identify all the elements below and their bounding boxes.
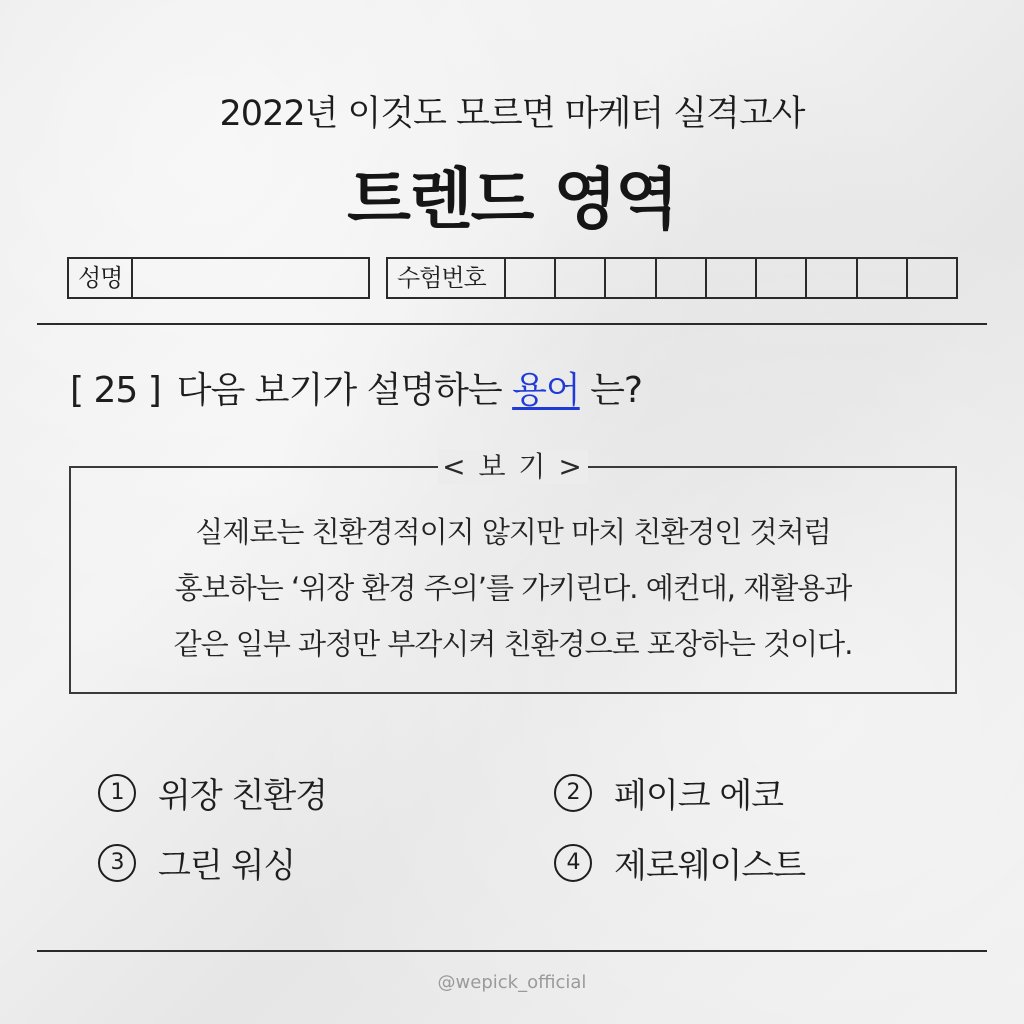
exam-number-box[interactable] <box>657 259 707 297</box>
exam-subtitle: 2022년 이것도 모르면 마케터 실격고사 <box>219 94 805 134</box>
option-number-2: 2 <box>554 774 592 812</box>
option-number-1: 1 <box>98 774 136 812</box>
question-text-after: 는? <box>579 370 643 411</box>
option-3[interactable] <box>98 838 295 887</box>
option-2[interactable] <box>554 768 783 817</box>
exam-number-box[interactable] <box>757 259 807 297</box>
option-4[interactable] <box>554 838 805 887</box>
exam-number-box[interactable] <box>556 259 606 297</box>
top-divider <box>37 323 987 325</box>
example-line: 실제로는 친환경적이지 않지만 마치 친환경인 것처럼 <box>195 515 831 549</box>
exam-number-box[interactable] <box>858 259 908 297</box>
exam-title: 트렌드 영역 <box>347 161 677 238</box>
name-label: 성명 <box>69 259 133 297</box>
option-1[interactable] <box>98 768 327 817</box>
name-input-area[interactable] <box>133 259 368 297</box>
option-label-2: 페이크 에코 <box>614 776 784 816</box>
exam-number-box[interactable] <box>707 259 757 297</box>
question-number: [ 25 ] <box>70 370 161 411</box>
example-line: 홍보하는 ‘위장 환경 주의’를 가키린다. 예컨대, 재활용과 <box>174 571 852 605</box>
option-label-3: 그린 워싱 <box>158 846 296 886</box>
option-label-1: 위장 친환경 <box>158 776 328 816</box>
option-number-4: 4 <box>554 844 592 882</box>
question <box>70 362 642 413</box>
example-line: 같은 일부 과정만 부각시켜 친환경으로 포장하는 것이다. <box>173 627 853 661</box>
exam-number-box[interactable] <box>807 259 857 297</box>
exam-number-box[interactable] <box>908 259 956 297</box>
footer-handle: @wepick_official <box>437 972 587 993</box>
exam-number-boxes[interactable] <box>506 259 956 297</box>
example-title: < 보 기 > <box>438 450 588 484</box>
option-label-4: 제로웨이스트 <box>614 846 806 886</box>
option-number-3: 3 <box>98 844 136 882</box>
name-field[interactable] <box>67 257 370 299</box>
exam-number-field[interactable] <box>386 257 958 299</box>
question-keyword: 용어 <box>512 370 580 411</box>
exam-number-label: 수험번호 <box>388 259 506 297</box>
exam-number-box[interactable] <box>506 259 556 297</box>
example-text <box>69 504 957 672</box>
exam-number-box[interactable] <box>606 259 656 297</box>
bottom-divider <box>37 950 987 952</box>
question-text-before: 다음 보기가 설명하는 <box>176 370 513 411</box>
